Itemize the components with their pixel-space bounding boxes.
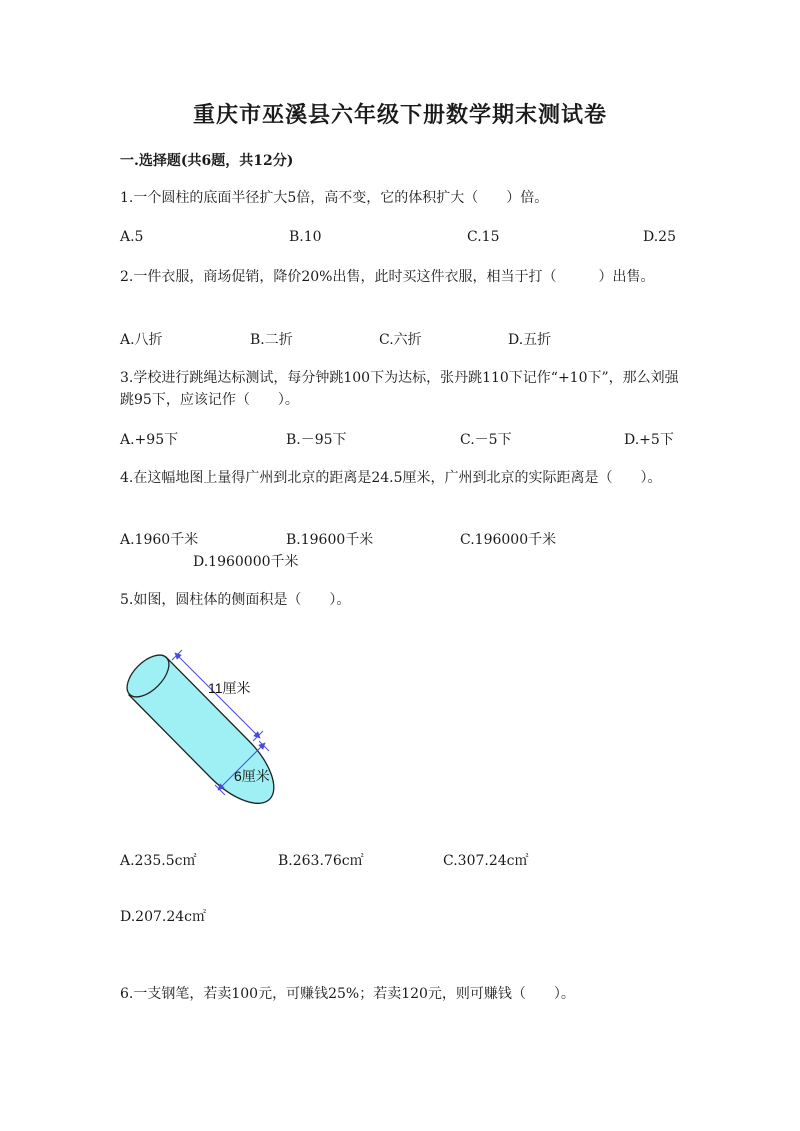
question-3-option-b: B.－95下 [286,432,347,448]
question-2-stem: 2.一件衣服，商场促销，降价20%出售，此时买这件衣服，相当于打（ ）出售。 [120,269,655,285]
question-4-option-a: A.1960千米 [120,532,199,548]
question-4-option-d: D.1960000千米 [193,554,299,570]
question-1-option-c: C.15 [467,229,500,245]
question-4-option-c: C.196000千米 [460,532,557,548]
question-1-option-a: A.5 [120,229,144,245]
question-2-option-d: D.五折 [508,332,552,348]
question-5-stem: 5.如图，圆柱体的侧面积是（ ）。 [120,592,351,608]
question-5-option-c: C.307.24c㎡ [443,853,529,869]
question-3-option-a: A.+95下 [120,432,179,448]
diameter-label: 6厘米 [234,768,270,784]
question-2-option-a: A.八折 [120,332,163,348]
question-3-option-c: C.－5下 [460,432,512,448]
question-3-option-d: D.+5下 [624,432,674,448]
cylinder-figure [118,640,298,805]
section-heading: 一.选择题(共6题，共12分) [120,153,294,169]
question-4-stem: 4.在这幅地图上量得广州到北京的距离是24.5厘米，广州到北京的实际距离是（ ）。 [120,470,662,486]
length-label: 11厘米 [208,680,251,696]
question-2-option-b: B.二折 [250,332,293,348]
question-3-stem: 3.学校进行跳绳达标测试，每分钟跳100下为达标，张丹跳110下记作“+10下”，那么刘强跳95下，应该记作（ ）。 [120,370,679,408]
question-5-option-d: D.207.24c㎡ [120,909,207,925]
question-1-option-d: D.25 [643,229,676,245]
question-1-stem: 1.一个圆柱的底面半径扩大5倍，高不变，它的体积扩大（ ）倍。 [120,190,549,206]
page-title: 重庆市巫溪县六年级下册数学期末测试卷 [192,102,607,128]
question-5-option-a: A.235.5c㎡ [120,853,197,869]
question-5-option-b: B.263.76c㎡ [278,853,364,869]
question-4-option-b: B.19600千米 [286,532,374,548]
question-6-stem: 6.一支钢笔，若卖100元，可赚钱25%；若卖120元，则可赚钱（ ）。 [120,986,575,1002]
question-1-option-b: B.10 [289,229,322,245]
question-2-option-c: C.六折 [379,332,422,348]
